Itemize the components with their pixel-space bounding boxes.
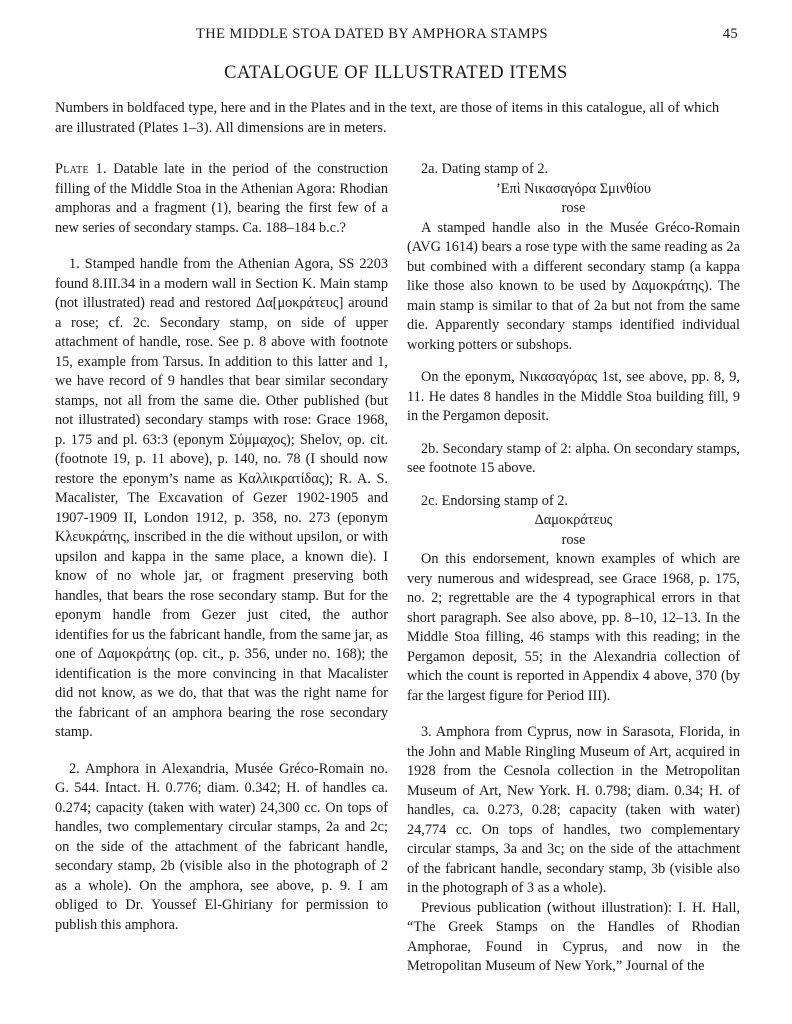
item-2c-type: rose [561,531,586,548]
catalogue-item-2: 2. Amphora in Alexandria, Musée Gréco-Romain no. G. 544. Intact. H. 0.776; diam. 0.342; H. of handles ca. 0.274; capacity (taken with water) 24,300 cc. On tops of handles, two complementary circular stamps, 2a and 2c; on the side of the attachment of the fabricant handle, secondary stamp, 2b (visible also in the photograph of 2 as a whole). On the amphora, see above, p. 9. I am obliged to Dr. Youssef El-Ghiriany for permission to publish this amphora. [55,760,388,933]
item-2c-heading: 2c. Endorsing stamp of 2. [421,492,568,509]
catalogue-item-3: 3. Amphora from Cyprus, now in Sarasota, Florida, in the John and Mable Ringling Museum of Art, acquired in 1928 from the Cesnola collection in the Metropolitan Museum of Art, New York. H. 0.798; diam. 0.34; H. of handles, ca. 0.273, 0.28; capacity (taken with water) 24,774 cc. On tops of handles, two complementary circular stamps, 3a and 3c; on the side of the attachment of the fabricant handle, secondary stamp, 3b (visible also in the photograph of 3 as a whole). [407,724,740,896]
item-3-previous-publication: Previous publication (without illustration): I. H. Hall, “The Greek Stamps on the Handles of Rhodian Amphorae, Found in Cyprus, and now in the Metropolitan Museum of New York,” Journal of the [407,899,740,974]
item-2a-type: rose [561,200,586,216]
plate-text: Datable late in the period of the construction filling of the Middle Stoa in the Athenian Agora: Rhodian amphoras and a fragment (1), bearing the first few of a new series of secondary stamps. Ca. 188–184 b.c.? [55,161,388,236]
catalogue-title: CATALOGUE OF ILLUSTRATED ITEMS [224,63,568,83]
item-2c-greek-reading: Δαμοκράτευς [534,512,613,528]
item-2a-paragraph-1: A stamped handle also in the Musée Gréco-Romain (AVG 1614) bears a rose type with the same reading as 2a but combined with a different secondary stamp (a kappa like those also known to be used by Δαμοκράτης). The main stamp is similar to that of 2a but not from the same die. Apparently secondary stamps identified individual working potters or subshops. [407,219,740,353]
catalogue-item-1: 1. Stamped handle from the Athenian Agora, SS 2203 found 8.III.34 in a modern wall in Section K. Main stamp (not illustrated) read and restored Δα[μοκράτευς] around a rose; cf. 2c. Secondary stamp, on side of upper attachment of handle, rose. See p. 8 above with footnote 15, example from Tarsus. In addition to this latter and 1, we have record of 9 handles that bear similar secondary stamps, not all from the same die. Other published (but not illustrated) secondary stamps with rose: Grace 1968, p. 175 and pl. 63:3 (eponym Σύμμαχος); Shelov, op. cit. (footnote 19, p. 11 above), p. 140, no. 78 (I should now restore the eponym’s name as Καλλικρατίδας); R. A. S. Macalister, The Excavation of Gezer 1902-1905 and 1907-1909 II, London 1912, p. 358, no. 273 (eponym Κλευκράτης, inscribed in the die without upsilon, or with upsilon and kappa in the same place, a known die). I know of no whole jar, or fragment preserving both handles, that bears the rose secondary stamp. But for the eponym handle from Gezer just cited, the author identifies for us the fabricant handle, from the same jar, as one of Δαμοκράτης (op. cit., p. 356, under no. 168); the identification is the more convincing in that Macalister did not know, as we do, that that was the right name for the fabricant of an amphora bearing the rose secondary stamp. [55,256,388,740]
item-2a-greek-reading: ’Επὶ Νικασαγόρα Σμινθίου [496,180,651,197]
page-number: 45 [722,26,738,42]
right-column [407,160,740,977]
plate-1-description [55,160,388,238]
item-2a-paragraph-2: On the eponym, Νικασαγόρας 1st, see above, pp. 8, 9, 11. He dates 8 handles in the Middle Stoa building fill, 9 in the Pergamon deposit. [407,369,740,424]
running-title: THE MIDDLE STOA DATED BY AMPHORA STAMPS [196,26,549,42]
catalogue-item-2b: 2b. Secondary stamp of 2: alpha. On secondary stamps, see footnote 15 above. [407,440,740,476]
plate-label: Plate 1. [55,161,107,177]
item-2a-heading: 2a. Dating stamp of 2. [421,161,549,177]
item-2c-paragraph: On this endorsement, known examples of which are very numerous and widespread, see Grace 1968, p. 175, no. 2; regrettable are the 4 typographical errors in that short paragraph. See also above, pp. 8–10, 12–13. In the Middle Stoa filling, 46 stamps with this reading; in the Pergamon deposit, 55; in the Alexandria collection of which the count is reported in Appendix 4 above, 370 (by far the largest figure for Period III). [407,551,740,704]
running-head [0,26,792,46]
intro-paragraph: Numbers in boldfaced type, here and in the Plates and in the text, are those of items in this catalogue, all of which are illustrated (Plates 1–3). All dimensions are in meters. [55,100,720,136]
left-column [55,160,388,935]
